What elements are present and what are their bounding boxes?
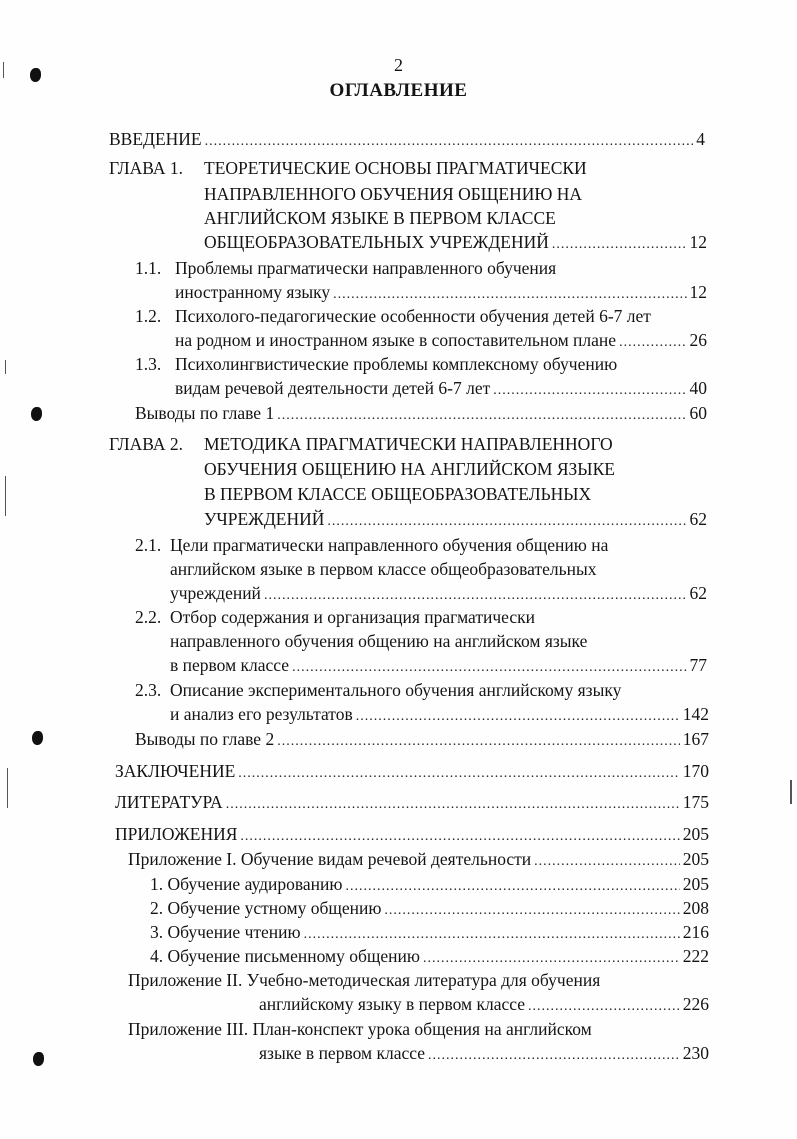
leader-dots — [619, 330, 686, 351]
toc-entry-appendix-1-item[interactable]: 2. Обучение устному общению ..... 208 — [150, 898, 709, 922]
leader-dots — [345, 874, 679, 895]
page-number: 2 — [394, 55, 403, 75]
leader-dots — [528, 994, 680, 1015]
toc-entry-conclusion[interactable]: ЗАКЛЮЧЕНИЕ ..... 170 — [115, 761, 709, 785]
section-2-1-title-line: Цели прагматически направленного обучения общению на — [170, 535, 609, 555]
leader-dots — [205, 129, 694, 150]
leader-dots — [384, 898, 679, 919]
section-1-3-title-line: Психолингвистические проблемы комплексному обучению — [175, 354, 618, 374]
leader-dots — [277, 729, 680, 750]
chapter-1-title-line: АНГЛИЙСКОМ ЯЗЫКЕ В ПЕРВОМ КЛАССЕ — [204, 208, 556, 228]
section-2-1-title-line: английском языке в первом классе общеобразовательных — [170, 559, 597, 579]
appendix-3-title-line: Приложение III. План-конспект урока общения на английском — [128, 1019, 592, 1039]
scan-mark — [5, 360, 6, 374]
section-2-3-title-line: Описание экспериментального обучения английскому языку — [170, 680, 622, 700]
punch-hole — [30, 68, 41, 82]
toc-entry-appendices[interactable]: ПРИЛОЖЕНИЯ ..... 205 — [115, 824, 709, 848]
chapter-1-title-line: ТЕОРЕТИЧЕСКИЕ ОСНОВЫ ПРАГМАТИЧЕСКИ — [204, 158, 587, 178]
leader-dots — [493, 378, 686, 399]
toc-entry-chapter-1-conclusions[interactable]: Выводы по главе 1 ..... 60 — [135, 403, 707, 427]
toc-entry-section-1-1[interactable]: иностранному языку ..... 12 — [175, 282, 707, 306]
leader-dots — [226, 792, 680, 813]
leader-dots — [428, 1043, 680, 1064]
chapter-2-number: ГЛАВА 2. — [109, 434, 184, 454]
chapter-1-number: ГЛАВА 1. — [109, 158, 184, 178]
section-2-2-title-line: Отбор содержания и организация прагматически — [170, 607, 536, 627]
section-1-2-title-line: Психолого-педагогические особенности обучения детей 6-7 лет — [175, 306, 651, 326]
chapter-2-title-line: ОБУЧЕНИЯ ОБЩЕНИЮ НА АНГЛИЙСКОМ ЯЗЫКЕ — [204, 459, 615, 479]
toc-entry-section-2-1[interactable]: учреждений ..... 62 — [170, 583, 707, 607]
toc-entry-section-2-2[interactable]: в первом классе ..... 77 — [170, 655, 707, 679]
leader-dots — [423, 946, 680, 967]
toc-entry-section-1-2[interactable]: на родном и иностранном языке в сопоставительном плане ..... 26 — [175, 330, 707, 354]
toc-entry-section-1-3[interactable]: видам речевой деятельности детей 6-7 лет ..... 40 — [175, 378, 707, 402]
toc-entry-appendix-2[interactable]: английскому языку в первом классе ..... 226 — [259, 994, 709, 1018]
toc-entry-appendix-1-item[interactable]: 1. Обучение аудированию ..... 205 — [150, 874, 709, 898]
leader-dots — [534, 849, 680, 870]
toc-entry-chapter-2-conclusions[interactable]: Выводы по главе 2 ..... 167 — [135, 729, 709, 753]
chapter-2-title-line: В ПЕРВОМ КЛАССЕ ОБЩЕОБРАЗОВАТЕЛЬНЫХ — [204, 484, 592, 504]
scan-mark — [5, 476, 6, 516]
toc-entry-appendix-1-item[interactable]: 4. Обучение письменному общению ..... 222 — [150, 946, 709, 970]
scan-mark — [7, 768, 8, 808]
section-1-3-number: 1.3. — [135, 354, 162, 374]
leader-dots — [552, 232, 687, 253]
punch-hole — [33, 1052, 44, 1066]
leader-dots — [238, 761, 679, 782]
appendix-2-title-line: Приложение II. Учебно-методическая литература для обучения — [128, 970, 601, 990]
section-2-3-number: 2.3. — [135, 680, 162, 700]
section-1-1-number: 1.1. — [135, 258, 162, 278]
scan-mark — [3, 62, 4, 78]
section-2-2-title-line: направленного обучения общению на английском языке — [170, 631, 588, 651]
leader-dots — [356, 704, 680, 725]
toc-entry-chapter-1[interactable]: ОБЩЕОБРАЗОВАТЕЛЬНЫХ УЧРЕЖДЕНИЙ ..... 12 — [204, 232, 707, 256]
chapter-1-title-line: НАПРАВЛЕННОГО ОБУЧЕНИЯ ОБЩЕНИЮ НА — [204, 184, 583, 204]
toc-entry-literature[interactable]: ЛИТЕРАТУРА ..... 175 — [115, 792, 709, 816]
leader-dots — [333, 282, 686, 303]
toc-entry-appendix-1[interactable]: Приложение I. Обучение видам речевой деятельности ..... 205 — [128, 849, 709, 873]
page-title: ОГЛАВЛЕНИЕ — [329, 80, 468, 101]
punch-hole — [32, 731, 43, 745]
section-1-1-title-line: Проблемы прагматически направленного обучения — [175, 258, 557, 278]
leader-dots — [277, 403, 686, 424]
punch-hole — [31, 407, 42, 421]
toc-entry-section-2-3[interactable]: и анализ его результатов ..... 142 — [170, 704, 709, 728]
toc-entry-appendix-1-item[interactable]: 3. Обучение чтению ..... 216 — [150, 922, 709, 946]
toc-entry-introduction[interactable]: ВВЕДЕНИЕ ..... 4 — [109, 129, 705, 153]
leader-dots — [292, 655, 686, 676]
toc-entry-chapter-2[interactable]: УЧРЕЖДЕНИЙ ..... 62 — [204, 509, 707, 533]
scan-mark — [790, 780, 792, 804]
leader-dots — [264, 583, 687, 604]
section-2-1-number: 2.1. — [135, 535, 162, 555]
section-1-2-number: 1.2. — [135, 306, 162, 326]
toc-entry-appendix-3[interactable]: языке в первом классе ..... 230 — [259, 1043, 709, 1067]
chapter-2-title-line: МЕТОДИКА ПРАГМАТИЧЕСКИ НАПРАВЛЕННОГО — [204, 434, 613, 454]
section-2-2-number: 2.2. — [135, 607, 162, 627]
leader-dots — [327, 509, 686, 530]
leader-dots — [304, 922, 680, 943]
leader-dots — [240, 824, 679, 845]
